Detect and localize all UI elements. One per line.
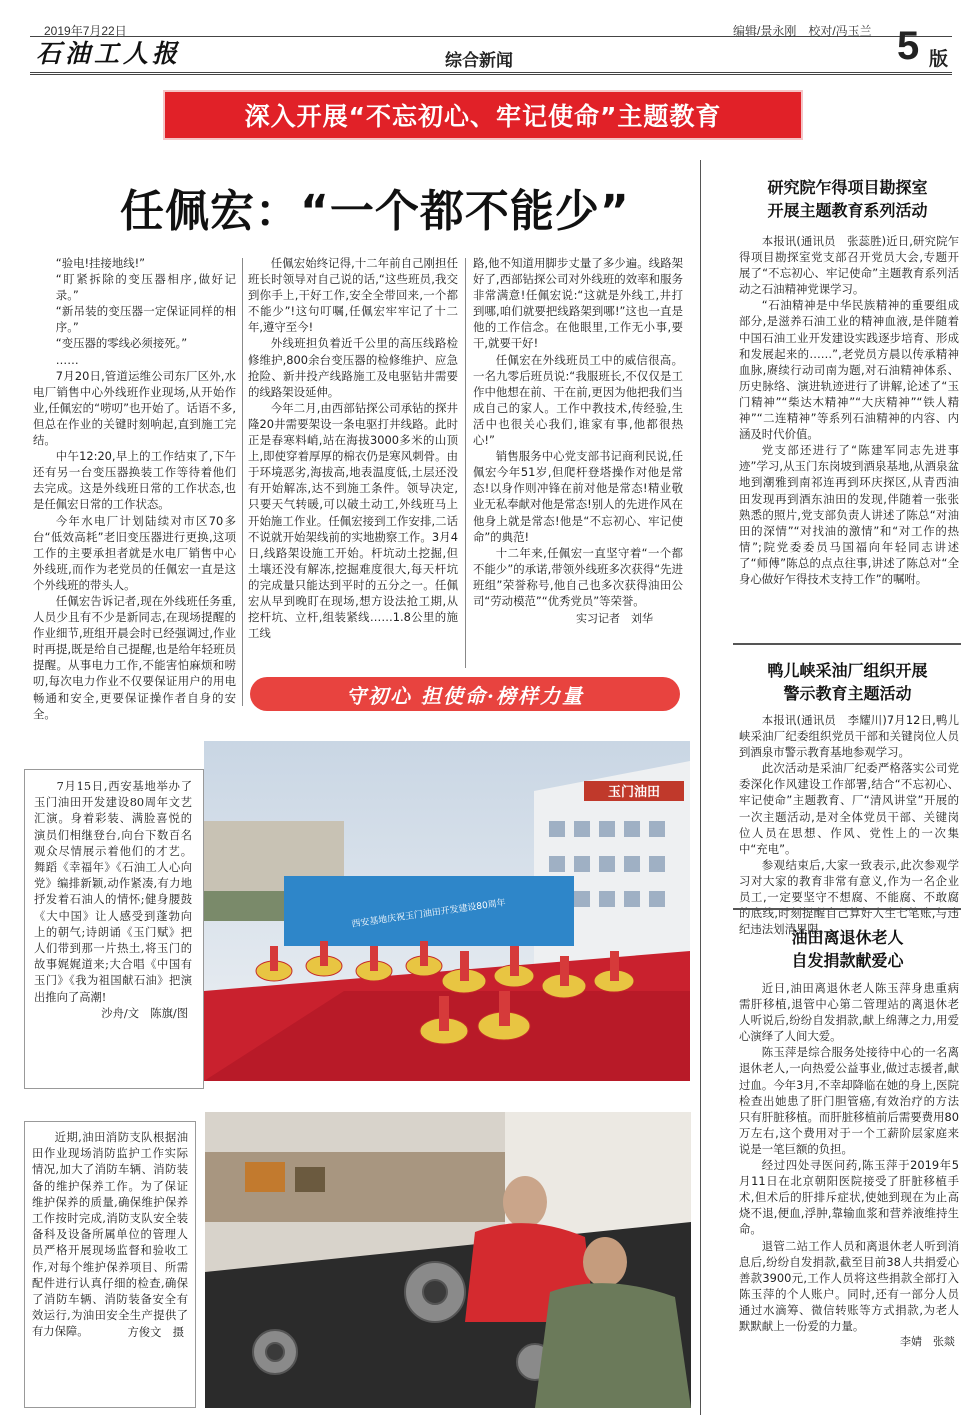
sidebar-story-2-body (739, 712, 959, 937)
paragraph: 党支部还进行了“陈建军同志先进事迹”学习,从玉门东岗坡到酒泉基地,从酒泉盆地到潮雅到南祁连再到环庆探区,从青西油田发现再到酒东油田的发现,伴随着一张张熟悉的照片,党支部负责人讲述了陈总“对油田的深情”“对找油的激情”和“对工作的热情”;院党委委员马国福向年轻同志讲述了“师傅”陈总的点点往事,讲述了陈总对“全身心做好乍得技术支持工作”的嘱咐。 (739, 443, 959, 586)
performance-photo (204, 741, 690, 1081)
paragraph: 7月20日,管道运维公司东厂区外,水电厂销售中心外线班作业现场,从开始作业,任佩宏的“唠叨”也开始了。话语不多,但总在作业的关键时刻响起,直到施工完结。 (33, 368, 236, 448)
paragraph: 7月15日,西安基地举办了玉门油田开发建设80周年文艺汇演。身着彩装、满脸喜悦的演员们相继登台,向台下数百名观众尽情展示着他们的才艺。舞蹈《幸福年》《石油工人心向党》编排新颖,动作紧凑,有力地抒发着石油人的情怀;健身腰鼓《大中国》让人感受到蓬勃向上的朝气;诗朗诵《玉门赋》把人们带到那一片热土,将玉门的故事娓娓道来;大合唱《中国有玉门》《我为祖国献石油》把演出推向了高潮! (34, 780, 192, 1004)
masthead-logo: 石油工人报 (36, 39, 182, 68)
issue-date: 2019年7月22日 (44, 24, 127, 38)
paragraph: 陈玉萍是综合服务处接待中心的一名离退休老人,一向热爱公益事业,做过志援者,献过血。今年3月,不幸却降临在她的身上,医院检查出她患了肝门胆管癌,有效治疗的方法只有肝脏移植。而肝脏移植前后需要费用80万左右,这个费用对于一个工薪阶层家庭来说是一笔巨额的负担。 (739, 1045, 959, 1156)
section-title: 综合新闻 (445, 51, 513, 71)
header-rule (30, 72, 952, 75)
main-headline: 任佩宏：“一个都不能少” (120, 186, 630, 237)
sidebar-story-rule (733, 643, 961, 645)
paragraph: 外线班担负着近千公里的高压线路检修维护,800余台变压器的检修维护、应急抢险、新井投产线路施工及电驱钻井需要的线路架设延伸。 (248, 336, 458, 399)
headline-line: 开展主题教育系列活动 (767, 201, 928, 220)
headline-line: 自发捐款献爱心 (791, 951, 904, 970)
photo-1-caption (34, 779, 192, 1022)
sidebar-divider (700, 160, 701, 1415)
sidebar-story-1-headline (735, 176, 960, 222)
paragraph: 本报讯(通讯员 李耀川)7月12日,鸭儿峡采油厂纪委组织党员干部和关键岗位人员到酒泉市警示教育基地参观学习。 (739, 713, 959, 760)
paragraph: 今年二月,由西部钻探公司承钻的探井隆20井需要架设一条电驱打井线路。此时正是春寒料峭,站在海拔3000多米的山顶上,即使穿着厚厚的棉衣仍是寒风刺骨。由于环境恶劣,海拔高,地表温度低,土层还没有开始解冻,达不到施工条件。领导决定,只要天气转暖,可以破土动工,外线班马上开始施工作业。任佩宏接到工作安排,二话不说就开始架线前的实地勘察工作。3月4日,线路架设施工开始。杆坑动土挖掘,但土壤还没有解冻,挖掘难度很大,每天杆坑的完成量只能达到平时的五分之一。任佩宏从早到晚盯在现场,想方设法抢工期,从挖杆坑、立杆,组装紧线……1.8公里的施工线 (248, 400, 458, 641)
paragraph: 销售服务中心党支部书记商利民说,任佩宏今年51岁,但爬杆登塔操作对他是常态!以身作则冲锋在前对他是常态!精业敬业无私奉献对他是常态!别人的先进作风在他身上就是常态!他是“不忘初心、牢记使命”的典范! (473, 449, 683, 544)
page-suffix: 版 (929, 48, 949, 70)
sidebar-story-2-headline (735, 659, 960, 705)
theme-banner: 深入开展“不忘初心、牢记使命”主题教育 (163, 90, 803, 140)
paragraph: “新吊装的变压器一定保证同样的相序。” (55, 304, 236, 335)
maintenance-photo (205, 1112, 691, 1408)
sidebar-story-rule (733, 908, 961, 910)
editor-credits: 编辑/景永刚 校对/冯玉兰 (733, 24, 872, 38)
paragraph: 本报讯(通讯员 张蕊胜)近日,研究院乍得项目勘探室党支部召开党员大会,专题开展了“不忘初心、牢记使命”主题教育系列活动之石油精神党课学习。 (739, 234, 959, 297)
maintenance-photo-graphic (205, 1112, 691, 1408)
performance-photo-graphic (204, 741, 690, 1081)
paragraph: 十二年来,任佩宏一直坚守着“一个都不能少”的承诺,带领外线班多次获得“先进班组”荣誉称号,他自己也多次获得油田公司“劳动模范”“优秀党员”等荣誉。 (473, 545, 683, 608)
paragraph: 任佩宏始终记得,十二年前自己刚担任班长时领导对自己说的话,“这些班员,我交到你手上,干好工作,安全全带回来,一个都不能少”!这句叮嘱,任佩宏牢牢记了十二年,遵守至今! (248, 256, 458, 335)
photo-1-credit: 沙舟/文 陈旗/图 (101, 1006, 188, 1020)
sidebar-story-3-headline (735, 926, 960, 972)
column-divider (465, 258, 466, 668)
photo-2-credit: 方俊文 摄 (127, 1325, 184, 1339)
story-byline: 实习记者 刘华 (576, 612, 653, 626)
paragraph: “变压器的零线必须接死。” (55, 336, 188, 351)
story-column-2 (248, 255, 458, 641)
paragraph: 近期,油田消防支队根据油田作业现场消防监护工作实际情况,加大了消防车辆、消防装备的维护保养工作。为了保证维护保养的质量,确保维护保养工作按时完成,消防支队安全装备科及设备所属单位的管理人员严格开展现场监督和验收工作,对每个维护保养项目、所需配件进行认真仔细的检查,确保了消防车辆、消防装备安全有效运行,为油田安全生产提供了有力保障。 (32, 1131, 188, 1339)
headline-line: 油田离退休老人 (791, 928, 904, 947)
story-column-3 (473, 255, 683, 627)
paragraph: …… (55, 352, 79, 367)
paragraph: “石油精神是中华民族精神的重要组成部分,是滋养石油工业的精神血液,是伴随着中国石油工业开发建设实践逐步培育、形成和发展起来的……”,老党员方晨以传承精神血脉,赓续行动司南为题,对石油精神体系、历史脉络、演进轨迹进行了讲解,论述了“玉门精神”“柴达木精神”“大庆精神”“铁人精神”“二连精神”等系列石油精神的内容、内涵及时代价值。 (739, 298, 959, 442)
paragraph: 参观结束后,大家一致表示,此次参观学习对大家的教育非常有意义,作为一名企业员工,一定要坚守不想腐、不能腐、不敢腐的底线,时刻提醒自己算好人生七笔账,与违纪违法划清界限。 (739, 857, 959, 937)
sidebar-story-3-body (739, 980, 959, 1350)
page-number: 5 (897, 24, 920, 68)
building-sign: 玉门油田 (607, 785, 661, 800)
paragraph: 近日,油田离退休老人陈玉萍身患重病需肝移植,退管中心第二管理站的离退休老人听说后,纷纷自发捐款,献上绵薄之力,用爱心演绎了人间大爱。 (739, 981, 959, 1044)
paragraph: “验电!挂接地线!” (55, 256, 146, 270)
sidebar-story-3-byline: 李婧 张燚 (900, 1335, 955, 1349)
paragraph: 今年水电厂计划陆续对市区70多台“低效高耗”老旧变压器进行更换,这项工作的主要承担者就是水电厂销售中心外线班,而作为老党员的任佩宏一直是这个外线班的带头人。 (33, 513, 236, 592)
paragraph: 任佩宏在外线班员工中的威信很高。一名九零后班员说:“我服班长,不仅仅是工作中他想在前、干在前,更因为他把我们当成自己的家人。工作中教技术,传经验,生活中也很关心我们,谁家有事,他都很热心!” (473, 352, 683, 448)
column-divider (242, 258, 243, 706)
paragraph: “盯紧拆除的变压器相序,做好记录。” (55, 272, 236, 303)
paragraph: 中午12:20,早上的工作结束了,下午还有另一台变压器换装工作等待着他们去完成。这是外线班日常的工作状态,也是任佩宏日常的工作状态。 (33, 449, 236, 512)
paragraph: 任佩宏告诉记者,现在外线班任务重,人员少且有不少是新同志,在现场提醒的作业细节,班组开晨会时已经强调过,作业时再提,既是给自己提醒,也是给年轻班员提醒。从事电力工作,不能害怕麻烦和唠叨,每次电力作业不仅要保证用户的用电畅通和安全,更要保证操作者自身的安全。 (33, 593, 236, 721)
paragraph: 经过四处寻医问药,陈玉萍于2019年5月11日在北京朝阳医院接受了肝脏移植手术,但术后的肝排斥症状,使她到现在为止高烧不退,便血,浮肿,靠输血浆和营养液维持生命。 (739, 1158, 959, 1237)
stage-banner-text: 西安基地庆祝玉门油田开发建设80周年 (351, 898, 507, 930)
model-banner: 守初心 担使命·榜样力量 (250, 677, 680, 711)
paragraph: 路,他不知道用脚步丈量了多少遍。线路架好了,西部钻探公司对外线班的效率和服务非常满意!任佩宏说:“这就是外线工,井打到哪,咱们就要把线路架到哪!”这也一直是他的工作信念。在他眼里,工作无小事,要干,就要干好! (473, 256, 683, 351)
headline-line: 鸭儿峡采油厂组织开展 (767, 661, 928, 680)
sidebar-story-1-body (739, 233, 959, 587)
photo-2-caption (32, 1130, 188, 1341)
paragraph: 退管二站工作人员和离退休老人听到消息后,纷纷自发捐款,截至目前38人共捐爱心善款3900元,工作人员将这些捐款全部打入陈玉萍的个人账户。同时,还有一部分人员通过水滴筹、微信转账等方式捐款,为老人默默献上一份爱的力量。 (739, 1238, 959, 1333)
headline-line: 警示教育主题活动 (783, 684, 912, 703)
paragraph: 此次活动是采油厂纪委严格落实公司党委深化作风建设工作部署,结合“不忘初心、牢记使命”主题教育、厂“清风讲堂”开展的一次主题活动,是对全体党员干部、关键岗位人员在思想、作风、党性上的一次集中“充电”。 (739, 761, 959, 856)
headline-line: 研究院乍得项目勘探室 (767, 178, 928, 197)
story-column-1 (33, 255, 236, 722)
